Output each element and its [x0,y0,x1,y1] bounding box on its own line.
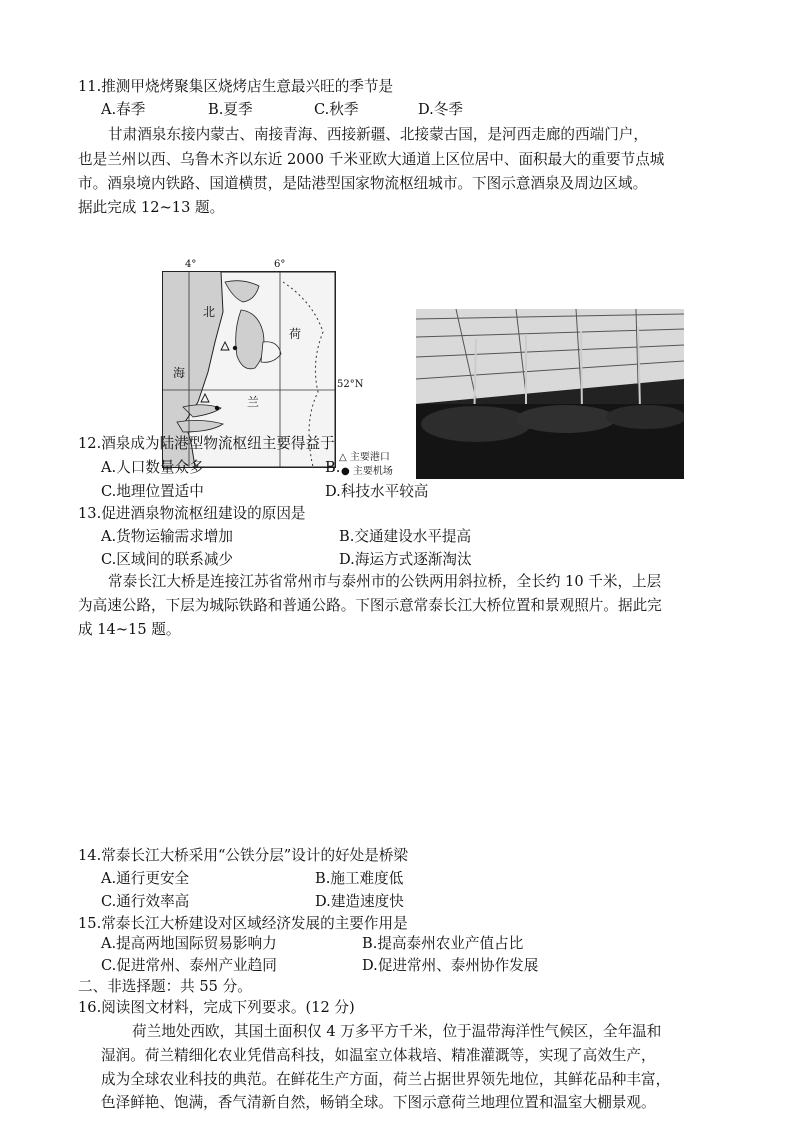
q14-option-b: B.施工难度低 [315,870,404,887]
q16-stem: 16.阅读图文材料，完成下列要求。(12 分) [78,999,355,1016]
q12-option-b: B. [325,459,341,476]
q16-line-1: 荷兰地处西欧，其国土面积仅 4 万多平方千米，位于温带海洋性气候区，全年温和 [132,1023,662,1040]
greenhouse-photo [416,309,684,479]
q15-option-c: C.促进常州、泰州产业趋同 [101,957,277,974]
q16-line-2: 湿润。荷兰精细化农业凭借高科技，如温室立体栽培、精准灌溉等，实现了高效生产， [101,1047,656,1064]
triangle-icon: △ [339,452,350,463]
map-lon-6: 6° [274,259,286,270]
q11-option-c: C.秋季 [314,101,359,118]
passage-12-13-line-2: 也是兰州以西、乌鲁木齐以东近 2000 千米亚欧大通道上区位居中、面积最大的重要节点城 [78,151,665,168]
q12-option-a: A.人口数量众多 [101,459,204,476]
legend-airport-label: 主要机场 [352,466,393,477]
q13-option-b: B.交通建设水平提高 [339,528,472,545]
q13-stem: 13.促进酒泉物流枢纽建设的原因是 [78,505,306,522]
q13-option-c: C.区域间的联系减少 [101,551,234,568]
map-label-he: 荷 [289,327,302,341]
q11-stem: 11.推测甲烧烤聚集区烧烤店生意最兴旺的季节是 [78,78,394,95]
q14-option-d: D.建造速度快 [315,893,404,910]
legend-port [339,452,390,464]
legend-port-label: 主要港口 [349,452,390,463]
map-label-bei: 北 [203,305,216,319]
q12-option-c: C.地理位置适中 [101,483,204,500]
q16-line-3: 成为全球农业科技的典范。在鲜花生产方面，荷兰占据世界领先地位，其鲜花品种丰富， [101,1071,671,1088]
q15-option-b: B.提高泰州农业产值占比 [362,935,524,952]
passage-14-15-line-1: 常泰长江大桥是连接江苏省常州市与泰州市的公铁两用斜拉桥，全长约 10 千米，上层 [108,573,662,590]
section-2-title: 二、非选择题：共 55 分。 [78,978,252,995]
q16-line-4: 色泽鲜艳、饱满，香气清新自然，畅销全球。下图示意荷兰地理位置和温室大棚景观。 [101,1094,656,1111]
map-lat-label: 52°N [337,379,364,390]
q13-option-d: D.海运方式逐渐淘汰 [339,551,472,568]
map-label-hai: 海 [173,366,186,380]
map-lon-4: 4° [185,259,197,270]
q14-option-a: A.通行更安全 [101,870,190,887]
greenhouse-graphic [416,309,684,479]
passage-14-15-line-3: 成 14~15 题。 [78,621,181,638]
q14-stem: 14.常泰长江大桥采用“公铁分层”设计的好处是桥梁 [78,847,409,864]
map-label-lan: 兰 [247,395,260,409]
passage-12-13-line-1: 甘肃酒泉东接内蒙古、南接青海、西接新疆、北接蒙古国，是河西走廊的西端门户， [108,126,648,143]
legend-airport [341,466,393,478]
q15-option-a: A.提高两地国际贸易影响力 [101,935,277,952]
q12-option-d: D.科技水平较高 [325,483,429,500]
passage-12-13-line-3: 市。酒泉境内铁路、国道横贯，是陆港型国家物流枢纽城市。下图示意酒泉及周边区域。 [78,175,648,192]
passage-12-13-line-4: 据此完成 12~13 题。 [78,199,225,216]
q13-option-a: A.货物运输需求增加 [101,528,233,545]
q15-option-d: D.促进常州、泰州协作发展 [362,957,539,974]
q11-option-b: B.夏季 [208,101,253,118]
q11-option-d: D.冬季 [418,101,464,118]
passage-14-15-line-2: 为高速公路，下层为城际铁路和普通公路。下图示意常泰长江大桥位置和景观照片。据此完 [78,597,662,614]
q15-stem: 15.常泰长江大桥建设对区域经济发展的主要作用是 [78,915,408,932]
q14-option-c: C.通行效率高 [101,893,190,910]
q12-stem: 12.酒泉成为陆港型物流枢纽主要得益于 [78,435,335,452]
q11-option-a: A.春季 [101,101,146,118]
dot-icon: ● [341,466,353,477]
